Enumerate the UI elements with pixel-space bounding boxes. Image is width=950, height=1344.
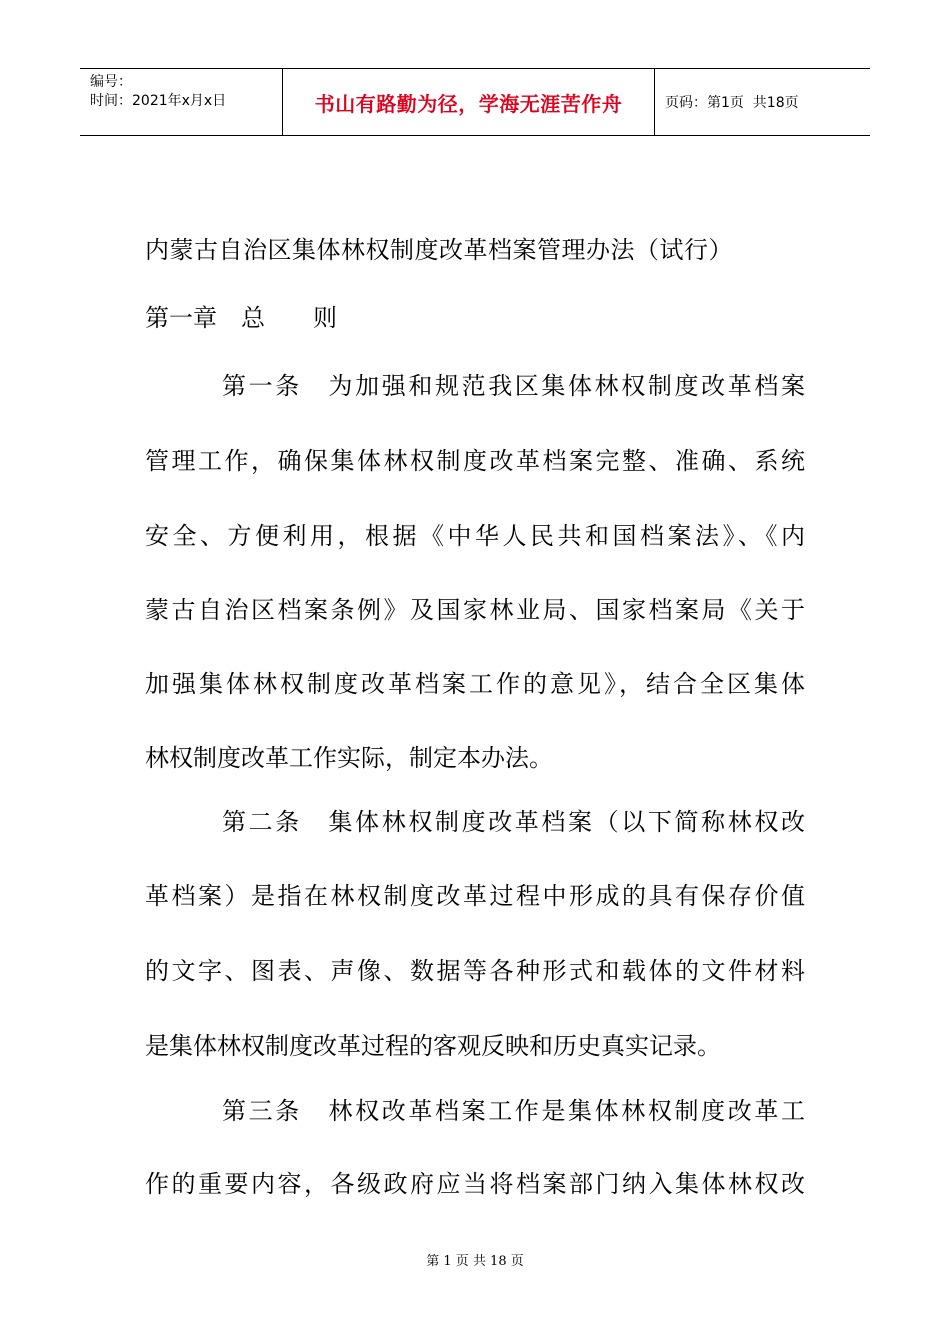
document-header bbox=[80, 68, 870, 136]
body-line: 林权制度改革工作实际，制定本办法。 bbox=[145, 744, 553, 772]
body-line: 第一条 为加强和规范我区集体林权制度改革档案 bbox=[222, 372, 805, 400]
body-line: 革档案）是指在林权制度改革过程中形成的具有保存价值 bbox=[145, 882, 805, 910]
body-line: 第二条 集体林权制度改革档案（以下简称林权改 bbox=[222, 808, 805, 836]
header-motto-cell bbox=[283, 69, 655, 135]
header-page-cell bbox=[655, 69, 870, 135]
chapter-heading: 第一章 总 则 bbox=[145, 304, 337, 332]
body-line: 是集体林权制度改革过程的客观反映和历史真实记录。 bbox=[145, 1032, 721, 1060]
document-number-label: 编号： bbox=[90, 74, 132, 90]
header-meta-cell bbox=[80, 69, 283, 135]
body-line: 的文字、图表、声像、数据等各种形式和载体的文件材料 bbox=[145, 957, 805, 985]
body-line: 加强集体林权制度改革档案工作的意见》，结合全区集体 bbox=[145, 670, 805, 698]
body-line: 管理工作，确保集体林权制度改革档案完整、准确、系统 bbox=[145, 447, 805, 475]
header-page-info: 页码：第1页 共18页 bbox=[665, 95, 799, 111]
document-title: 内蒙古自治区集体林权制度改革档案管理办法（试行） bbox=[145, 236, 733, 264]
body-line: 作的重要内容，各级政府应当将档案部门纳入集体林权改 bbox=[145, 1170, 805, 1198]
document-time-label: 时间：2021年x月x日 bbox=[90, 93, 227, 109]
page-footer: 第 1 页 共 18 页 bbox=[426, 1254, 524, 1269]
header-motto: 书山有路勤为径，学海无涯苦作舟 bbox=[314, 91, 623, 116]
body-line: 安全、方便利用，根据《中华人民共和国档案法》、《内 bbox=[145, 522, 805, 550]
body-line: 第三条 林权改革档案工作是集体林权制度改革工 bbox=[222, 1097, 805, 1125]
body-line: 蒙古自治区档案条例》及国家林业局、国家档案局《关于 bbox=[145, 596, 805, 624]
